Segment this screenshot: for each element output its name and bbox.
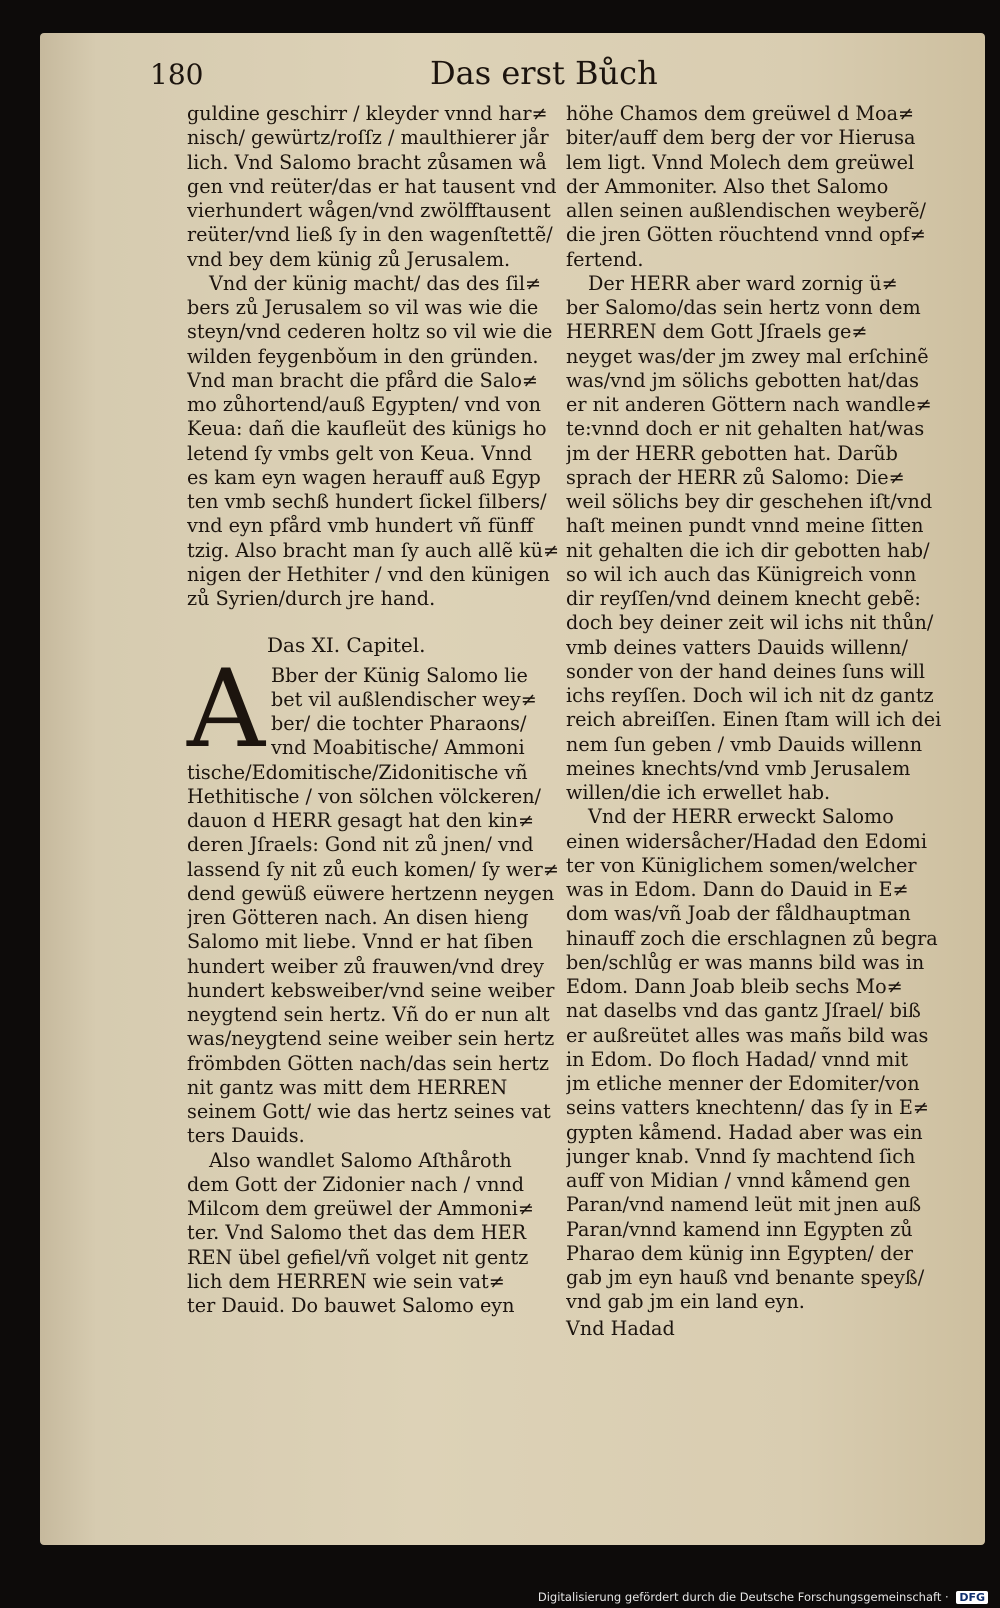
- text-line: bet vil außlendischer wey≠: [271, 687, 537, 711]
- left-column: [187, 102, 567, 1318]
- text-line: nit gehalten die ich dir gebotten hab/: [566, 538, 930, 562]
- text-line: neygtend sein hertz. Vñ do er nun alt: [187, 1003, 550, 1026]
- text-line: gen vnd reüter/das er hat tausent vnd: [187, 174, 557, 198]
- text-line: die jren Götten röuchtend vnnd opf≠: [566, 223, 926, 247]
- text-line: ben/schlůg er was manns bild was in: [566, 950, 925, 974]
- text-line: nat daselbs vnd das gantz Jſrael/ biß: [566, 999, 921, 1023]
- text-line: Der HERR aber ward zornig ü≠: [588, 271, 898, 295]
- text-line: hundert kebsweiber/vnd seine weiber: [187, 978, 555, 1002]
- text-line: dend gewüß eüwere hertzenn neygen: [187, 881, 555, 905]
- text-line: ters Dauids.: [187, 1124, 305, 1148]
- text-line: was/neygtend seine weiber sein hertz: [187, 1027, 555, 1051]
- page-number: 180: [150, 58, 204, 91]
- text-line: höhe Chamos dem greüwel d Moa≠: [566, 102, 915, 125]
- text-line: jren Götteren nach. An disen hieng: [187, 906, 529, 929]
- text-line: ter. Vnd Salomo thet das dem HER: [187, 1221, 527, 1245]
- text-line: er außreütet alles was mañs bild was: [566, 1023, 929, 1047]
- text-line: reüter/vnd ließ ſy in den wagenſtettẽ/: [187, 223, 553, 247]
- text-line: hundert weiber zů frauwen/vnd drey: [187, 954, 544, 978]
- text-line: Salomo mit liebe. Vnnd er hat ſiben: [187, 930, 534, 954]
- text-line: mo zůhortend/auß Egypten/ vnd von: [187, 393, 542, 416]
- catchword: Vnd Hadad: [566, 1316, 675, 1340]
- paragraph: [566, 805, 946, 1314]
- chapter-heading: Das XI. Capitel.: [267, 633, 426, 658]
- text-line: der Ammoniter. Also thet Salomo: [566, 174, 889, 198]
- text-line: allen seinen außlendischen weyberẽ/: [566, 199, 926, 222]
- text-line: Milcom dem greüwel der Ammoni≠: [187, 1197, 534, 1220]
- text-line: HERREN dem Gott Jſraels ge≠: [566, 320, 868, 344]
- text-line: haſt meinen pundt vnnd meine ſitten: [566, 514, 924, 538]
- text-line: letend ſy vmbs gelt von Keua. Vnnd: [187, 441, 533, 465]
- text-line: einen widersåcher/Hadad den Edomi: [566, 829, 927, 853]
- text-line: Vnd der künig macht/ das des ſil≠: [209, 271, 542, 295]
- paragraph: [187, 102, 567, 272]
- text-line: ber/ die tochter Pharaons/: [271, 712, 527, 735]
- text-line: ter Dauid. Do bauwet Salomo eyn: [187, 1294, 515, 1317]
- text-line: bers zů Jerusalem so vil was wie die: [187, 296, 539, 319]
- text-line: so wil ich auch das Künigreich vonn: [566, 562, 917, 586]
- text-line: gypten kåmend. Hadad aber was ein: [566, 1120, 923, 1144]
- text-line: steyn/vnd cederen holtz so vil wie die: [187, 320, 553, 344]
- text-line: vmb deines vatters Dauids willenn/: [566, 635, 908, 659]
- text-line: ichs reyſſen. Doch wil ich nit dz gantz: [566, 684, 934, 707]
- text-line: seins vatters knechtenn/ das ſy in E≠: [566, 1096, 929, 1120]
- right-column: [566, 102, 946, 1341]
- text-line: dir reyſſen/vnd deinem knecht gebẽ:: [566, 587, 921, 610]
- text-line: lich dem HERREN wie sein vat≠: [187, 1269, 505, 1293]
- text-line: jm der HERR gebotten hat. Darũb: [566, 441, 898, 465]
- running-title: Das erst Bůch: [430, 54, 658, 92]
- text-line: Keua: dañ die kaufleüt des künigs ho: [187, 417, 547, 441]
- dfg-logo: DFG: [956, 1591, 988, 1604]
- text-line: weil sölichs bey dir geschehen iſt/vnd: [566, 490, 933, 513]
- credit-text: Digitalisierung gefördert durch die Deutsche Forschungsgemeinschaft ·: [537, 1590, 949, 1604]
- paragraph: [566, 272, 946, 806]
- text-line: reich abreiſſen. Einen ſtam will ich dei: [566, 708, 942, 732]
- paragraph: [187, 761, 567, 1149]
- text-line: tzig. Also bracht man ſy auch allẽ kü≠: [187, 538, 560, 562]
- text-line: nem ſun geben / vmb Dauids willenn: [566, 732, 923, 756]
- text-line: er nit anderen Göttern nach wandle≠: [566, 393, 932, 416]
- text-line: fertend.: [566, 247, 644, 271]
- text-line: lem ligt. Vnnd Molech dem greüwel: [566, 150, 915, 174]
- text-line: nisch/ gewürtz/roſſz / maulthierer jår: [187, 126, 549, 150]
- text-line: tische/Edomitische/Zidonitische vñ: [187, 760, 528, 784]
- digitization-credit: [538, 1590, 988, 1604]
- text-line: in Edom. Do floch Hadad/ vnnd mit: [566, 1047, 909, 1071]
- text-line: meines knechts/vnd vmb Jerusalem: [566, 756, 911, 780]
- text-line: lich. Vnd Salomo bracht zůsamen wå: [187, 150, 547, 174]
- text-line: vnd bey dem künig zů Jerusalem.: [187, 247, 511, 271]
- text-line: neyget was/der jm zwey mal erſchinẽ: [566, 344, 929, 368]
- text-line: ten vmb sechß hundert ſickel ſilbers/: [187, 490, 547, 513]
- drop-cap-initial: A: [187, 646, 265, 772]
- paragraph: [566, 102, 946, 272]
- text-line: vierhundert wågen/vnd zwölfftausent: [187, 199, 551, 222]
- text-line: REN übel gefiel/vñ volget nit gentz: [187, 1245, 529, 1269]
- text-line: lassend ſy nit zů euch komen/ ſy wer≠: [187, 857, 559, 881]
- text-line: was/vnd jm sölichs gebotten hat/das: [566, 368, 919, 392]
- text-line: dom was/vñ Joab der fåldhauptman: [566, 902, 911, 926]
- text-line: Bber der Künig Salomo lie: [271, 663, 528, 687]
- text-line: junger knab. Vnnd ſy machtend ſich: [566, 1144, 916, 1168]
- text-line: Hethitische / von sölchen völckeren/: [187, 784, 542, 808]
- text-line: ter von Küniglichem somen/welcher: [566, 853, 917, 877]
- text-line: dauon d HERR gesagt hat den kin≠: [187, 809, 535, 832]
- text-line: guldine geschirr / kleyder vnnd har≠: [187, 102, 548, 125]
- text-line: sprach der HERR zů Salomo: Die≠: [566, 465, 905, 489]
- text-line: jm etliche menner der Edomiter/von: [566, 1072, 920, 1095]
- text-line: Vnd der HERR erweckt Salomo: [588, 805, 894, 829]
- text-line: Also wandlet Salomo Aſthåroth: [209, 1148, 512, 1172]
- text-line: dem Gott der Zidonier nach / vnnd: [187, 1172, 525, 1196]
- text-line: ber Salomo/das sein hertz vonn dem: [566, 296, 921, 319]
- paragraph: [187, 1149, 567, 1319]
- paragraph: [187, 272, 567, 612]
- text-line: nigen der Hethiter / vnd den künigen: [187, 562, 550, 586]
- text-line: Edom. Dann Joab bleib sechs Mo≠: [566, 975, 903, 998]
- text-line: Paran/vnd namend leüt mit jnen auß: [566, 1193, 922, 1217]
- text-line: Paran/vnnd kamend inn Egypten zů: [566, 1217, 913, 1241]
- text-line: es kam eyn wagen herauff auß Egyp: [187, 465, 541, 489]
- text-line: doch bey deiner zeit wil ichs nit thůn/: [566, 611, 934, 635]
- text-line: Pharao dem künig inn Egypten/ der: [566, 1241, 913, 1265]
- text-line: frömbden Götten nach/das sein hertz: [187, 1051, 550, 1075]
- text-line: vnd eyn pfård vmb hundert vñ fünff: [187, 514, 534, 538]
- text-line: vnd Moabitische/ Ammoni: [271, 736, 525, 760]
- text-line: Vnd man bracht die pfård die Salo≠: [187, 368, 538, 392]
- text-line: nit gantz was mitt dem HERREN: [187, 1075, 508, 1099]
- text-line: seinem Gott/ wie das hertz seines vat: [187, 1100, 551, 1123]
- text-line: auff von Midian / vnnd kåmend gen: [566, 1169, 911, 1192]
- text-line: te:vnnd doch er nit gehalten hat/was: [566, 417, 925, 441]
- text-line: biter/auff dem berg der vor Hierusa: [566, 126, 916, 150]
- text-line: hinauff zoch die erschlagnen zů begra: [566, 926, 938, 950]
- text-line: zů Syrien/durch jre hand.: [187, 587, 436, 610]
- text-line: willen/die ich erwellet hab.: [566, 781, 831, 804]
- text-line: was in Edom. Dann do Dauid in E≠: [566, 878, 909, 901]
- text-line: sonder von der hand deines ſuns will: [566, 659, 925, 683]
- text-line: vnd gab jm ein land eyn.: [566, 1290, 805, 1314]
- text-line: deren Jſraels: Gond nit zů jnen/ vnd: [187, 833, 534, 857]
- text-line: wilden feygenbǒum in den gründen.: [187, 344, 539, 368]
- page-header: [150, 54, 940, 98]
- text-line: gab jm eyn hauß vnd benante speyß/: [566, 1266, 925, 1289]
